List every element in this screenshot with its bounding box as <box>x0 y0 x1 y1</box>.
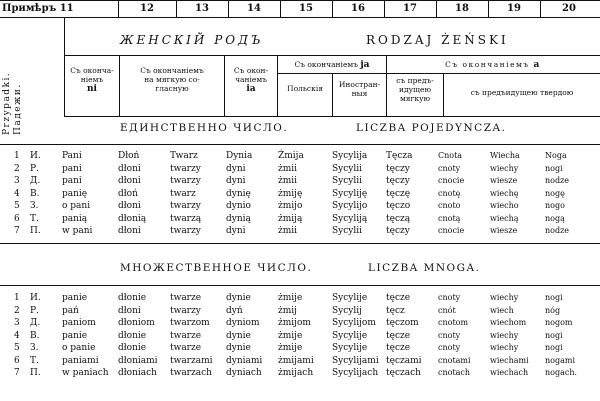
header-text: мягкую <box>399 94 431 103</box>
header-text: Съ окончаніемъ <box>445 60 530 69</box>
table-cell: cnoty <box>438 293 461 302</box>
header-ending: ia <box>246 84 256 94</box>
header-text: Съ оконча- <box>70 66 114 75</box>
case-number: 4 <box>14 188 20 199</box>
header-ending: a <box>533 60 541 70</box>
header-subrule <box>387 73 600 74</box>
header-ja <box>278 60 386 70</box>
table-cell: pań <box>62 305 79 316</box>
table-cell: nodze <box>545 176 570 185</box>
table-cell: dłoni <box>118 305 141 316</box>
rule-plural-top <box>0 243 600 244</box>
table-cell: nogo <box>545 201 565 210</box>
table-cell: tęczy <box>386 226 410 236</box>
case-abbrev: В. <box>30 330 40 341</box>
header-text: чаніемъ <box>235 75 267 84</box>
table-cell: dynie <box>226 330 251 341</box>
table-cell: Żmija <box>278 151 304 161</box>
side-label <box>2 72 24 135</box>
col-number-12: 12 <box>140 3 154 14</box>
table-cell: twarzy <box>170 201 201 211</box>
table-cell: tęczy <box>386 176 410 186</box>
case-abbrev: Д. <box>30 318 41 328</box>
header-a <box>387 60 599 70</box>
table-cell: twarze <box>170 293 202 303</box>
table-cell: wiecho <box>490 201 519 210</box>
table-cell: pani <box>62 176 82 186</box>
table-cell: dynio <box>226 201 251 211</box>
case-abbrev: Т. <box>30 355 39 366</box>
table-cell: nogi <box>545 293 563 302</box>
table-cell: cnoty <box>438 343 461 352</box>
table-cell: żmiję <box>278 188 303 199</box>
case-number: 3 <box>14 176 20 186</box>
table-cell: o pani <box>62 201 91 211</box>
table-cell: twarzy <box>170 226 201 236</box>
gender-title-pl: RODZAJ ŻEŃSKI <box>366 33 509 47</box>
table-cell: dłoni <box>118 163 141 174</box>
case-abbrev: П. <box>30 226 41 236</box>
case-number: 2 <box>14 305 20 316</box>
col-number-20: 20 <box>562 3 576 14</box>
table-cell: dłonie <box>118 293 147 303</box>
table-cell: Sycyliją <box>332 213 368 224</box>
table-cell: Sycylije <box>332 293 368 303</box>
table-cell: Dynia <box>226 151 253 161</box>
case-number: 1 <box>14 293 20 303</box>
rule-colnums <box>0 17 600 18</box>
table-cell: tęczę <box>386 188 411 199</box>
table-cell: Sycylija <box>332 151 368 161</box>
case-abbrev: Т. <box>30 213 39 224</box>
table-cell: dyni <box>226 163 246 174</box>
case-abbrev: П. <box>30 368 41 378</box>
table-cell: Noga <box>545 151 567 160</box>
table-cell: panię <box>62 188 88 199</box>
table-cell: Sycylijami <box>332 355 379 366</box>
header-text: ніемъ <box>80 75 104 84</box>
table-cell: wiesze <box>490 176 518 185</box>
side-label-ru: Падежи. <box>13 83 23 135</box>
table-cell: tęcze <box>386 293 411 303</box>
table-cell: dyń <box>226 305 243 316</box>
table-cell: dynią <box>226 213 251 224</box>
table-cell: dyniach <box>226 368 262 378</box>
header-text: Съ окон- <box>233 66 269 75</box>
side-label-pl: Przypadki. <box>2 71 12 135</box>
table-cell: dłoniami <box>118 355 158 366</box>
table-cell: w paniach <box>62 368 109 378</box>
case-number: 3 <box>14 318 20 328</box>
table-cell: tęczom <box>386 318 419 328</box>
table-cell: tęcz <box>386 305 405 316</box>
table-cell: nóg <box>545 305 561 315</box>
table-cell: dynie <box>226 293 251 303</box>
table-cell: Sycylije <box>332 330 368 341</box>
table-cell: w pani <box>62 226 93 236</box>
table-cell: żmijach <box>278 368 314 378</box>
table-cell: Sycylijo <box>332 201 368 211</box>
col-number-18: 18 <box>455 3 469 14</box>
table-cell: twarz <box>170 188 196 199</box>
table-cell: twarzą <box>170 213 202 224</box>
table-cell: nodze <box>545 226 570 235</box>
table-cell: nogą <box>545 213 565 223</box>
table-cell: nogę <box>545 188 565 198</box>
col-number-19: 19 <box>507 3 521 14</box>
table-cell: Sycylii <box>332 176 363 186</box>
case-abbrev: Р. <box>30 305 39 316</box>
table-cell: dłonie <box>118 343 147 353</box>
table-cell: Sycylii <box>332 226 363 236</box>
table-cell: Twarz <box>170 151 198 161</box>
table-cell: tęcze <box>386 330 411 341</box>
gender-title-ru: ЖЕНСКІЙ РОДЪ <box>120 33 264 47</box>
table-cell: Tęcza <box>386 151 413 161</box>
table-cell: cnoty <box>438 330 461 340</box>
table-cell: nogi <box>545 343 563 352</box>
header-ending: ja <box>360 60 370 70</box>
table-cell: twarzy <box>170 163 201 174</box>
header-text: Съ окончаніемъ <box>294 60 358 69</box>
table-cell: dłoni <box>118 201 141 211</box>
table-cell: cnotą <box>438 213 461 223</box>
rule-headers <box>64 116 600 117</box>
singular-title-ru: ЕДИНСТВЕННО ЧИСЛО. <box>120 122 289 134</box>
table-cell: Sycylij <box>332 305 362 316</box>
table-cell: Sycyliję <box>332 188 368 199</box>
rule-singular <box>0 144 600 145</box>
table-cell: cnotami <box>438 355 471 365</box>
header-text: ныя <box>351 89 368 98</box>
table-cell: twarzom <box>170 318 210 328</box>
header-text: Съ окончаніемъ <box>140 66 204 75</box>
table-cell: twarzami <box>170 355 213 366</box>
table-cell: twarze <box>170 343 202 353</box>
case-abbrev: З. <box>30 201 39 211</box>
singular-title-pl: LICZBA POJEDYNCZA. <box>356 122 507 134</box>
table-cell: cnotach <box>438 368 471 377</box>
case-number: 4 <box>14 330 20 341</box>
table-cell: twarzy <box>170 176 201 186</box>
table-cell: panią <box>62 213 88 224</box>
table-cell: wiechę <box>490 188 519 198</box>
table-cell: tęczami <box>386 355 422 366</box>
table-cell: Pani <box>62 151 82 161</box>
table-cell: wiechy <box>490 343 519 352</box>
col-number-14: 14 <box>247 3 261 14</box>
table-cell: Cnota <box>438 151 463 160</box>
table-cell: żmijami <box>278 355 314 366</box>
col-number-15: 15 <box>299 3 313 14</box>
case-number: 7 <box>14 226 20 236</box>
table-cell: dynie <box>226 343 251 353</box>
table-cell: dłoniom <box>118 318 155 328</box>
table-cell: cnotom <box>438 318 469 327</box>
plural-title-ru: МНОЖЕСТВЕННОЕ ЧИСЛО. <box>120 262 313 274</box>
case-abbrev: З. <box>30 343 39 353</box>
plural-title-pl: LICZBA MNOGA. <box>368 262 481 274</box>
case-abbrev: В. <box>30 188 40 199</box>
col-number-13: 13 <box>195 3 209 14</box>
table-cell: dyniami <box>226 355 263 366</box>
table-cell: dłonią <box>118 213 147 224</box>
case-abbrev: Р. <box>30 163 39 174</box>
case-number: 6 <box>14 213 20 224</box>
table-cell: panie <box>62 330 88 341</box>
case-abbrev: И. <box>30 151 41 161</box>
table-cell: cnotę <box>438 188 461 198</box>
table-cell: Sycylijach <box>332 368 379 378</box>
table-cell: wiechom <box>490 318 527 327</box>
table-cell: żmii <box>278 176 298 186</box>
table-cell: o panie <box>62 343 96 353</box>
table-cell: żmije <box>278 293 303 303</box>
table-cell: Dłoń <box>118 151 140 161</box>
table-cell: nogom <box>545 318 573 327</box>
table-cell: żmij <box>278 305 297 316</box>
header-a-soft <box>387 76 443 103</box>
table-cell: Sycylije <box>332 343 368 353</box>
table-cell: nogi <box>545 163 563 173</box>
table-cell: cnocie <box>438 226 465 235</box>
col-number-16: 16 <box>351 3 365 14</box>
table-cell: żmije <box>278 343 303 353</box>
table-cell: dyni <box>226 226 246 236</box>
table-cell: żmijo <box>278 201 303 211</box>
table-cell: Sycylii <box>332 163 363 174</box>
header-text: Иностран- <box>338 80 381 89</box>
table-cell: dyni <box>226 176 246 186</box>
header-ni <box>65 66 119 94</box>
table-cell: wiech <box>490 305 514 315</box>
table-cell: paniami <box>62 355 99 366</box>
table-cell: wiechy <box>490 293 519 302</box>
case-abbrev: И. <box>30 293 41 303</box>
header-ja-polish: Польскія <box>287 84 323 93</box>
table-cell: nogach. <box>545 368 578 377</box>
table-cell: żmije <box>278 330 303 341</box>
header-text: съ предъ- <box>396 76 434 85</box>
header-ja-foreign <box>333 80 386 98</box>
table-cell: dynię <box>226 188 251 199</box>
header-a-hard: съ предъидущею твердою <box>470 88 574 97</box>
table-cell: cnoty <box>438 163 461 173</box>
header-text: на мягкую со- <box>144 75 200 84</box>
table-cell: dłoni <box>118 176 141 186</box>
table-cell: żmiją <box>278 213 303 224</box>
table-cell: twarzach <box>170 368 212 378</box>
col-number-17: 17 <box>403 3 417 14</box>
table-cell: wiechach <box>490 368 529 377</box>
table-cell: nogi <box>545 330 563 340</box>
table-cell: Wiecha <box>490 151 520 160</box>
table-cell: wiechami <box>490 355 529 365</box>
case-number: 5 <box>14 343 20 353</box>
table-cell: Sycylijom <box>332 318 376 328</box>
case-number: 1 <box>14 151 20 161</box>
col-number-11: Примѣръ 11 <box>2 3 74 14</box>
case-abbrev: Д. <box>30 176 41 186</box>
header-ia <box>225 66 277 94</box>
case-number: 5 <box>14 201 20 211</box>
table-cell: dyniom <box>226 318 260 328</box>
table-cell: tęczą <box>386 213 411 224</box>
table-cell: cnocie <box>438 176 465 185</box>
rule-top <box>0 0 600 1</box>
header-soft-consonant <box>120 66 224 93</box>
table-cell: dłonie <box>118 330 147 341</box>
table-cell: panie <box>62 293 88 303</box>
header-text: гласную <box>155 84 189 93</box>
table-cell: tęczy <box>386 163 410 174</box>
table-cell: tęczach <box>386 368 421 378</box>
table-cell: pani <box>62 163 82 174</box>
table-cell: wiechy <box>490 330 519 340</box>
table-cell: żmii <box>278 163 298 174</box>
case-number: 2 <box>14 163 20 174</box>
rule-plural <box>0 285 600 286</box>
table-cell: twarze <box>170 330 202 341</box>
table-cell: wiechą <box>490 213 519 223</box>
table-cell: wiechy <box>490 163 519 173</box>
table-cell: dłoń <box>118 188 138 199</box>
table-cell: tęczo <box>386 201 411 211</box>
table-cell: cnoto <box>438 201 461 210</box>
table-cell: nogami <box>545 355 576 365</box>
table-cell: tęcze <box>386 343 411 353</box>
table-cell: twarzy <box>170 305 201 316</box>
table-cell: żmii <box>278 226 298 236</box>
rule-gender <box>64 55 600 56</box>
case-number: 6 <box>14 355 20 366</box>
table-cell: żmijom <box>278 318 311 328</box>
table-cell: paniom <box>62 318 96 328</box>
table-cell: wiesze <box>490 226 518 235</box>
header-text: идущею <box>399 85 431 94</box>
case-number: 7 <box>14 368 20 378</box>
header-ending: ni <box>87 84 97 94</box>
table-cell: cnót <box>438 305 456 315</box>
table-cell: dłoniach <box>118 368 157 378</box>
table-cell: dłoni <box>118 226 141 236</box>
